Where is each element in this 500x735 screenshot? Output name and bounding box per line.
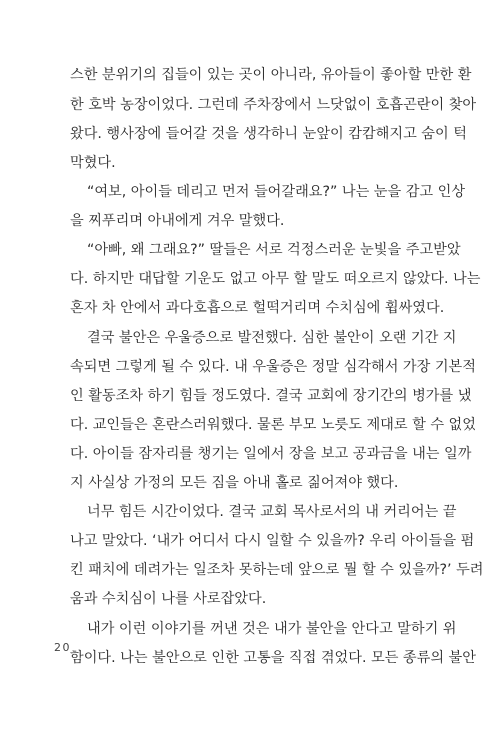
text-line: 다. 교인들은 혼란스러워했다. 물론 부모 노릇도 제대로 할 수 없었	[70, 417, 476, 433]
text-line: “여보, 아이들 데리고 먼저 들어갈래요?” 나는 눈을 감고 인상	[87, 184, 466, 200]
text-line: 다. 아이들 잠자리를 챙기는 일에서 장을 보고 공과금을 내는 일까	[70, 446, 472, 462]
text-line: 속되면 그렇게 될 수 있다. 내 우울증은 정말 심각해서 가장 기본적	[70, 359, 476, 375]
text-line: “아빠, 왜 그래요?” 딸들은 서로 걱정스러운 눈빛을 주고받았	[87, 242, 461, 258]
text-line: 왔다. 행사장에 들어갈 것을 생각하니 눈앞이 캄캄해지고 숨이 턱	[70, 126, 467, 142]
text-line: 다. 하지만 대답할 기운도 없고 아무 할 말도 떠오르지 않았다. 나는	[70, 271, 481, 287]
text-line: 막혔다.	[70, 155, 116, 171]
text-line: 을 찌푸리며 아내에게 겨우 말했다.	[70, 213, 285, 229]
text-line: 혼자 차 안에서 과다호흡으로 헐떡거리며 수치심에 휩싸였다.	[70, 300, 445, 316]
text-line: 나고 말았다. ‘내가 어디서 다시 일할 수 있을까? 우리 아이들을 펌	[70, 533, 475, 549]
text-line: 너무 힘든 시간이었다. 결국 교회 목사로서의 내 커리어는 끝	[87, 504, 457, 520]
text-line: 스한 분위기의 집들이 있는 곳이 아니라, 유아들이 좋아할 만한 환	[70, 67, 472, 83]
text-line: 지 사실상 가정의 모든 짐을 아내 홀로 짊어져야 했다.	[70, 475, 399, 491]
text-line: 결국 불안은 우울증으로 발전했다. 심한 불안이 오랜 기간 지	[87, 330, 457, 346]
text-line: 킨 패치에 데려가는 일조차 못하는데 앞으로 뭘 할 수 있을까?’ 두려	[70, 562, 484, 578]
text-line: 한 호박 농장이었다. 그런데 주차장에서 느닷없이 호흡곤란이 찾아	[70, 97, 477, 113]
page-number: 20	[54, 641, 71, 654]
text-line: 움과 수치심이 나를 사로잡았다.	[70, 591, 267, 607]
text-line: 인 활동조차 하기 힘들 정도였다. 결국 교회에 장기간의 병가를 냈	[70, 388, 472, 404]
text-line: 내가 이런 이야기를 꺼낸 것은 내가 불안을 안다고 말하기 위	[87, 621, 457, 637]
text-line: 함이다. 나는 불안으로 인한 고통을 직접 겪었다. 모든 종류의 불안	[70, 650, 476, 666]
